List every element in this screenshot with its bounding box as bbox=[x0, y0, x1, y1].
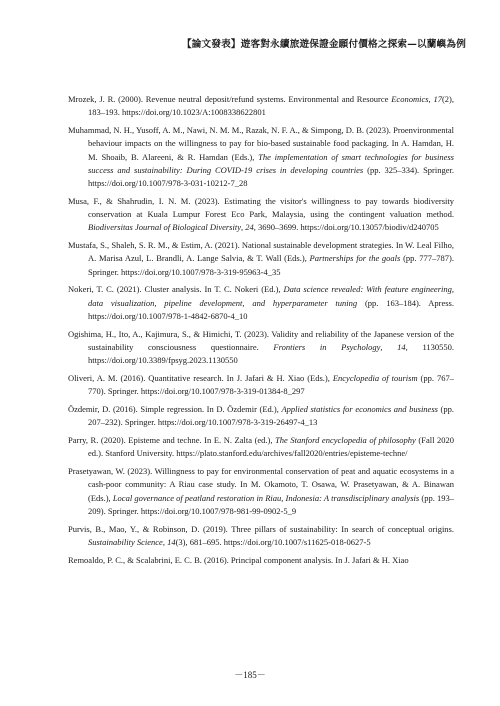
reference-text-segment: (pp. 777–787). Springer. https://doi.org/10.1007/978-3-319-95963-4_35 bbox=[88, 253, 454, 277]
reference-entry bbox=[68, 328, 454, 368]
reference-italic-segment: Applied statistics for economics and business bbox=[281, 403, 438, 414]
reference-italic-segment: The Stanford encyclopedia of philosophy bbox=[275, 434, 416, 445]
reference-italic-segment: Partnerships for the goals bbox=[309, 253, 401, 264]
reference-text-segment: , bbox=[428, 94, 434, 104]
reference-entry bbox=[68, 372, 454, 399]
reference-text-segment: , bbox=[162, 536, 168, 547]
reference-text-segment: Nokeri, T. C. (2021). Cluster analysis. In T. C. Nokeri (Ed.), bbox=[68, 284, 284, 295]
reference-text-segment: (2), 183–193. https://doi.org/10.1023/A:1008338622801 bbox=[88, 94, 454, 118]
reference-text-segment: Mustafa, S., Shaleh, S. R. M., & Estim, A. (2021). National sustainable development strategies. In W. Leal Filho, A. Marisa Azul, L. Brandli, A. Lange Salvia, & T. Wall (Eds.), bbox=[68, 240, 454, 264]
reference-italic-segment: 17 bbox=[433, 94, 442, 104]
reference-entry bbox=[68, 523, 454, 550]
reference-italic-segment: 24 bbox=[245, 222, 254, 233]
reference-text-segment: (pp. 193–209). Springer. https://doi.org/10.1007/978-981-99-0902-5_9 bbox=[88, 492, 454, 516]
reference-italic-segment: The implementation of smart technologies for business success and sustainability: During COVID-19 crises in developing countries bbox=[88, 151, 454, 175]
reference-entry bbox=[68, 283, 454, 323]
reference-italic-segment: Encyclopedia of tourism bbox=[332, 372, 418, 383]
reference-text-segment: , bbox=[380, 342, 398, 352]
reference-entry bbox=[68, 403, 454, 430]
reference-italic-segment: Sustainability Science bbox=[88, 536, 163, 547]
reference-entry bbox=[68, 124, 454, 190]
reference-italic-segment: Economics bbox=[391, 94, 429, 104]
reference-text-segment: , 3690–3699. https://doi.org/10.13057/biodiv/d240705 bbox=[253, 222, 439, 233]
reference-text-segment: Mrozek, J. R. (2000). Revenue neutral deposit/refund systems. Environmental and Resource bbox=[68, 94, 392, 104]
reference-entry bbox=[68, 195, 454, 235]
reference-text-segment: (pp. 163–184). Apress. https://doi.org/10.1007/978-1-4842-6870-4_10 bbox=[88, 297, 454, 322]
reference-text-segment: Remoaldo, P. C., & Scalabrini, E. C. B. (2016). Principal component analysis. In J. Jafari & H. Xiao bbox=[68, 554, 409, 565]
reference-italic-segment: Frontiers in Psychology bbox=[273, 342, 381, 352]
reference-text-segment: Purvis, B., Mao, Y., & Robinson, D. (2019). Three pillars of sustainability: In search of conceptual origins. bbox=[68, 523, 454, 534]
reference-italic-segment: Local governance of peatland restoration in Riau, Indonesia: A transdisciplinary analysis bbox=[112, 492, 420, 503]
reference-text-segment: (pp. 767–770). Springer. https://doi.org/10.1007/978-3-319-01384-8_297 bbox=[88, 372, 454, 397]
reference-entry bbox=[68, 434, 454, 461]
reference-text-segment: Ogishima, H., Ito, A., Kajimura, S., & Himichi, T. (2023). Validity and reliability of the Japanese version of the sustainability consciousness questionnaire. bbox=[68, 328, 454, 352]
reference-italic-segment: 14 bbox=[167, 536, 176, 547]
reference-italic-segment: Biodiversitas Journal of Biological Diversity bbox=[88, 222, 241, 233]
reference-list bbox=[68, 93, 454, 571]
reference-text-segment: (pp. 207–232). Springer. https://doi.org/10.1007/978-3-319-26497-4_13 bbox=[88, 403, 454, 428]
reference-entry bbox=[68, 465, 454, 518]
reference-text-segment: Özdemir, D. (2016). Simple regression. In D. Özdemir (Ed.), bbox=[68, 403, 282, 414]
reference-text-segment: , 1130550. https://doi.org/10.3389/fpsyg.2023.1130550 bbox=[88, 342, 455, 366]
reference-text-segment: , bbox=[240, 222, 246, 233]
reference-italic-segment: Data science revealed: With feature engineering, data visualization, pipeline development, and hyperparameter tuning bbox=[88, 284, 454, 308]
reference-italic-segment: 14 bbox=[397, 342, 406, 352]
reference-text-segment: (3), 681–695. https://doi.org/10.1007/s11625-018-0627-5 bbox=[175, 536, 371, 547]
reference-entry bbox=[68, 93, 454, 120]
reference-text-segment: (pp. 325–334). Springer. https://doi.org/10.1007/978-3-031-10212-7_28 bbox=[88, 164, 454, 189]
reference-text-segment: Muhammad, N. H., Yusoff, A. M., Nawi, N. M. M., Razak, N. F. A., & Simpong, D. B. (2023). Proenvironmental behaviour impacts on the willingness to pay for bio-based sustainable food packaging. In A. Hamdan, H. M. Shoaib, B. Alareeni, & R. Hamdan (Eds.), bbox=[68, 124, 454, 162]
reference-entry bbox=[68, 554, 454, 567]
running-header: 【論文發表】遊客對永續旅遊保證金願付價格之探索—以蘭嶼為例 bbox=[181, 39, 466, 50]
reference-entry bbox=[68, 239, 454, 279]
reference-text-segment: (Fall 2020 ed.). Stanford University. https://plato.stanford.edu/archives/fall2020/entries/episteme-techne/ bbox=[88, 434, 455, 459]
reference-text-segment: Musa, F., & Shahrudin, I. N. M. (2023). Estimating the visitor's willingness to pay towards biodiversity conservation at Kuala Lumpur Forest Eco Park, Malaysia, using the contingent valuation method. bbox=[68, 195, 454, 220]
reference-text-segment: Parry, R. (2020). Episteme and techne. In E. N. Zalta (ed.), bbox=[68, 434, 276, 445]
page-number: －185－ bbox=[234, 670, 266, 680]
reference-text-segment: Prasetyawan, W. (2023). Willingness to pay for environmental conservation of peat and aquatic ecosystems in a cash-poor community: A Riau case study. In M. Okamoto, T. Osawa, W. Prasetyawan, & A. Binawan (Eds.), bbox=[68, 465, 454, 503]
reference-text-segment: Oliveri, A. M. (2016). Quantitative research. In J. Jafari & H. Xiao (Eds.), bbox=[68, 372, 333, 383]
